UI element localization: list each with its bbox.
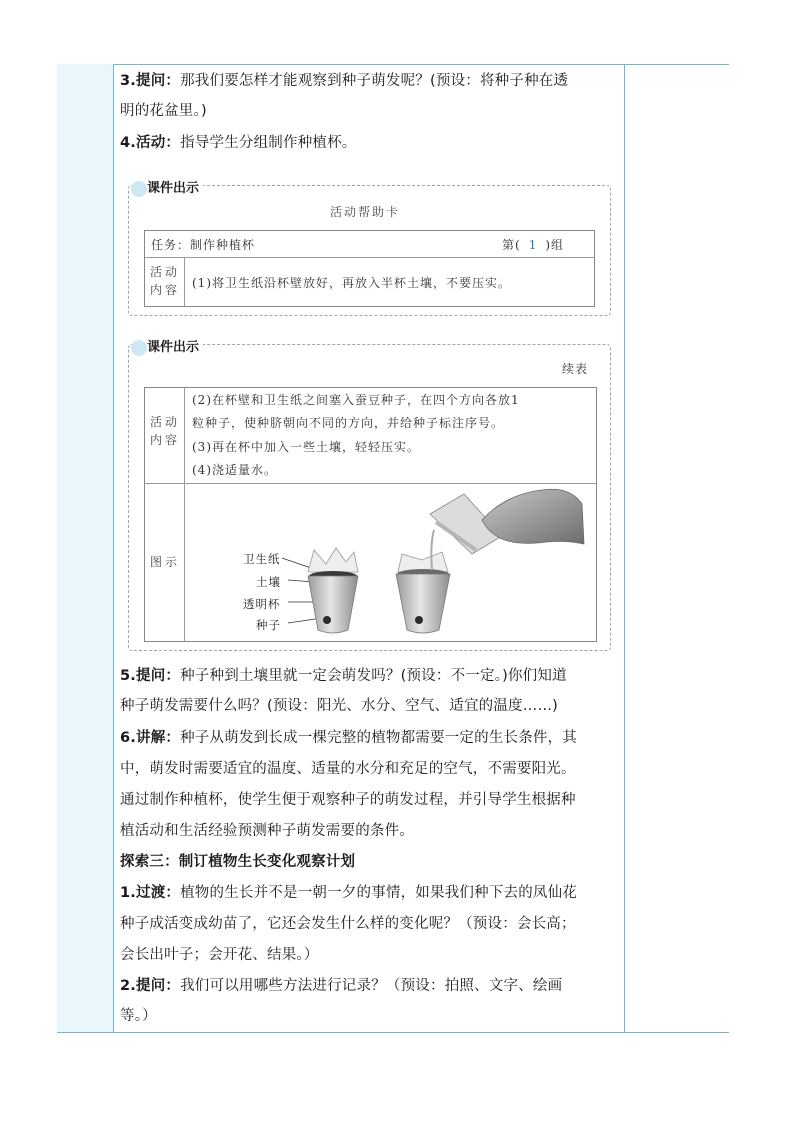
activity-label: 活动内容 [149, 265, 180, 297]
fig-label-seed: 种子 [256, 618, 281, 632]
section-heading: 探索三：制订植物生长变化观察计划 [120, 854, 356, 870]
left-column [57, 64, 114, 1032]
activity-step: (2)在杯壁和卫生纸之间塞入蚕豆种子，在四个方向各放1 [192, 393, 520, 407]
paragraph-line: 2.提问：我们可以用哪些方法进行记录？（预设：拍照、文字、绘画 [120, 978, 563, 994]
cup-two [396, 552, 450, 633]
paragraph-line: 等。） [120, 1008, 157, 1024]
fig-label-tissue: 卫生纸 [243, 552, 281, 566]
activity-step: (3)再在杯中加入一些土壤，轻轻压实。 [192, 440, 420, 454]
cup-one [308, 548, 358, 633]
paragraph-line: 6.讲解：种子从萌发到长成一棵完整的植物都需要一定的生长条件，其 [120, 730, 578, 746]
paragraph-line: 通过制作种植杯，使学生便于观察种子的萌发过程，并引导学生根据种 [120, 792, 576, 808]
paragraph-line: 3.提问：那我们要怎样才能观察到种子萌发呢？(预设：将种子种在透 [120, 73, 569, 89]
card-tag-decoration [131, 340, 147, 356]
paragraph-line: 明的花盆里。) [120, 103, 207, 119]
paragraph-line: 中，萌发时需要适宜的温度、适量的水分和充足的空气，不需要阳光。 [120, 761, 576, 777]
fig-label-soil: 土壤 [256, 575, 281, 589]
table-top-border [57, 64, 729, 65]
continued-label: 续表 [562, 362, 589, 376]
paragraph-line: 植活动和生活经验预测种子萌发需要的条件。 [120, 823, 414, 839]
activity-step: (4)浇适量水。 [192, 463, 277, 477]
task-text: 任务：制作种植杯 [151, 238, 256, 252]
activity-step: (1)将卫生纸沿杯壁放好，再放入半杯土壤，不要压实。 [192, 276, 512, 290]
right-column-divider [624, 64, 625, 1032]
table-bottom-border [57, 1032, 729, 1033]
card-tag: 课件出示 [147, 336, 203, 355]
figure-label: 图示 [149, 555, 180, 569]
paragraph-line: 种子成活变成幼苗了，它还会发生什么样的变化呢？（预设：会长高； [120, 916, 576, 932]
paragraph-line: 种子萌发需要什么吗？(预设：阳光、水分、空气、适宜的温度……) [120, 698, 559, 714]
card-tag-decoration [131, 181, 147, 197]
card-tag: 课件出示 [147, 177, 203, 196]
paragraph-line: 5.提问：种子种到土壤里就一定会萌发吗？(预设：不一定。)你们知道 [120, 668, 567, 684]
card-title: 活动帮助卡 [330, 205, 401, 219]
fig-label-cup: 透明杯 [243, 597, 281, 611]
group-number: 第( 1 )组 [502, 238, 565, 252]
paragraph-line: 4.活动：指导学生分组制作种植杯。 [120, 135, 357, 151]
paragraph-line: 会长出叶子；会开花、结果。） [120, 947, 319, 963]
hand [482, 489, 584, 544]
activity-step: 粒种子，使种脐朝向不同的方向，并给种子标注序号。 [192, 416, 505, 430]
paragraph-line: 1.过渡：植物的生长并不是一朝一夕的事情，如果我们种下去的凤仙花 [120, 885, 578, 901]
planting-cup-illustration [186, 484, 594, 640]
activity-label: 活动内容 [149, 415, 180, 447]
